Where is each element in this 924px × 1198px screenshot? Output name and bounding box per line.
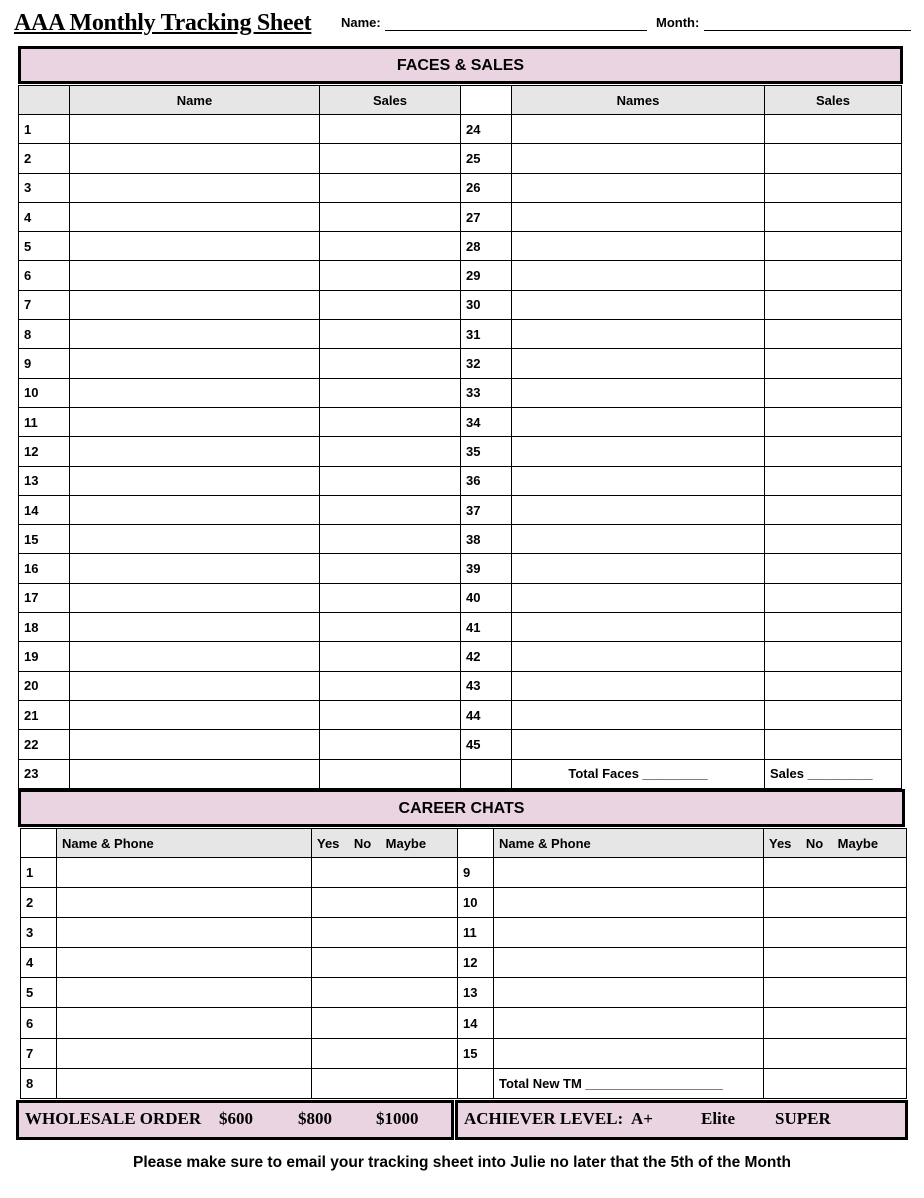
sales-cell[interactable] <box>765 349 902 378</box>
row-number: 30 <box>461 290 512 319</box>
sales-cell[interactable] <box>765 671 902 700</box>
name-cell[interactable] <box>512 232 765 261</box>
name-phone-cell[interactable] <box>494 1038 764 1068</box>
row-number: 44 <box>461 700 512 729</box>
row-number: 9 <box>19 349 70 378</box>
name-col-header: Name <box>70 86 320 115</box>
name-cell[interactable] <box>512 700 765 729</box>
sales-cell[interactable] <box>320 671 461 700</box>
name-cell[interactable] <box>70 290 320 319</box>
row-number: 23 <box>19 759 70 788</box>
yes-no-maybe-cell[interactable] <box>764 948 907 978</box>
name-phone-col-header-right: Name & Phone <box>494 829 764 858</box>
career-chats-title-bar <box>18 789 905 827</box>
career-chats-title: CAREER CHATS <box>398 800 525 817</box>
name-cell[interactable] <box>512 642 765 671</box>
table-row <box>19 495 902 524</box>
row-number: 34 <box>461 407 512 436</box>
name-cell[interactable] <box>70 759 320 788</box>
name-cell[interactable] <box>70 495 320 524</box>
name-cell[interactable] <box>70 261 320 290</box>
table-row <box>19 290 902 319</box>
name-cell[interactable] <box>512 115 765 144</box>
table-row <box>19 554 902 583</box>
row-number: 26 <box>461 173 512 202</box>
name-cell[interactable] <box>70 202 320 231</box>
table-row <box>21 858 907 888</box>
yes-no-maybe-cell[interactable] <box>764 978 907 1008</box>
yes-no-maybe-cell[interactable] <box>764 1038 907 1068</box>
name-cell[interactable] <box>512 583 765 612</box>
empty-cell <box>458 1068 494 1098</box>
row-number: 21 <box>19 700 70 729</box>
number-col-header-right <box>458 829 494 858</box>
name-phone-cell[interactable] <box>57 978 312 1008</box>
sales-cell[interactable] <box>320 407 461 436</box>
row-number: 5 <box>19 232 70 261</box>
sales-cell[interactable] <box>320 700 461 729</box>
row-number: 36 <box>461 466 512 495</box>
name-cell[interactable] <box>512 349 765 378</box>
name-cell[interactable] <box>512 290 765 319</box>
row-number: 6 <box>19 261 70 290</box>
row-number: 1 <box>21 858 57 888</box>
row-number: 38 <box>461 525 512 554</box>
row-number: 8 <box>21 1068 57 1098</box>
table-row <box>19 173 902 202</box>
row-number: 4 <box>21 948 57 978</box>
name-phone-cell[interactable] <box>57 1038 312 1068</box>
table-row <box>19 642 902 671</box>
sales-cell[interactable] <box>320 437 461 466</box>
row-number: 16 <box>19 554 70 583</box>
sales-cell[interactable] <box>765 115 902 144</box>
row-number: 1 <box>19 115 70 144</box>
sales-cell[interactable] <box>320 290 461 319</box>
row-number: 24 <box>461 115 512 144</box>
row-number: 5 <box>21 978 57 1008</box>
table-row <box>19 525 902 554</box>
name-cell[interactable] <box>70 730 320 759</box>
name-phone-cell[interactable] <box>494 918 764 948</box>
achiever-level-label: ACHIEVER LEVEL: <box>464 1109 624 1128</box>
faces-sales-table <box>18 85 902 789</box>
name-cell[interactable] <box>70 525 320 554</box>
achiever-option-elite[interactable]: Elite <box>701 1109 735 1128</box>
sales-cell[interactable] <box>765 202 902 231</box>
empty-cell[interactable] <box>764 1068 907 1098</box>
name-cell[interactable] <box>70 554 320 583</box>
sales-cell[interactable] <box>765 320 902 349</box>
table-row <box>19 759 902 788</box>
wholesale-option-600[interactable]: $600 <box>219 1109 253 1128</box>
sales-cell[interactable] <box>765 437 902 466</box>
sales-cell[interactable] <box>765 583 902 612</box>
row-number: 15 <box>19 525 70 554</box>
sales-cell[interactable] <box>765 378 902 407</box>
row-number: 27 <box>461 202 512 231</box>
month-field-line[interactable] <box>704 30 911 31</box>
table-row <box>19 378 902 407</box>
row-number: 41 <box>461 613 512 642</box>
row-number: 25 <box>461 144 512 173</box>
row-number: 13 <box>458 978 494 1008</box>
sales-cell[interactable] <box>320 525 461 554</box>
yes-no-maybe-col-header-right: Yes No Maybe <box>764 829 907 858</box>
sales-cell[interactable] <box>320 144 461 173</box>
sales-cell[interactable] <box>765 730 902 759</box>
row-number: 9 <box>458 858 494 888</box>
sales-cell[interactable] <box>765 232 902 261</box>
row-number: 2 <box>21 888 57 918</box>
yes-no-maybe-cell[interactable] <box>312 858 458 888</box>
sales-cell[interactable] <box>765 261 902 290</box>
name-cell[interactable] <box>70 378 320 407</box>
sales-cell[interactable] <box>765 466 902 495</box>
yes-no-maybe-cell[interactable] <box>312 888 458 918</box>
row-number: 39 <box>461 554 512 583</box>
sales-cell[interactable] <box>320 759 461 788</box>
name-cell[interactable] <box>512 202 765 231</box>
name-cell[interactable] <box>512 407 765 436</box>
name-cell[interactable] <box>70 466 320 495</box>
row-number: 40 <box>461 583 512 612</box>
sales-cell[interactable] <box>765 495 902 524</box>
name-cell[interactable] <box>70 115 320 144</box>
row-number: 10 <box>458 888 494 918</box>
name-cell[interactable] <box>512 144 765 173</box>
sales-cell[interactable] <box>320 583 461 612</box>
total-faces-label[interactable]: Total Faces _________ <box>512 759 765 788</box>
row-number: 20 <box>19 671 70 700</box>
sales-cell[interactable] <box>320 613 461 642</box>
name-cell[interactable] <box>512 261 765 290</box>
yes-no-maybe-col-header: Yes No Maybe <box>312 829 458 858</box>
career-chats-table <box>20 828 907 1099</box>
achiever-option-super[interactable]: SUPER <box>775 1109 831 1128</box>
row-number: 7 <box>19 290 70 319</box>
table-row <box>19 320 902 349</box>
row-number: 35 <box>461 437 512 466</box>
name-cell[interactable] <box>512 613 765 642</box>
name-cell[interactable] <box>512 173 765 202</box>
name-cell[interactable] <box>70 407 320 436</box>
name-phone-cell[interactable] <box>57 888 312 918</box>
name-cell[interactable] <box>512 378 765 407</box>
row-number: 8 <box>19 320 70 349</box>
row-number: 15 <box>458 1038 494 1068</box>
name-phone-cell[interactable] <box>57 858 312 888</box>
row-number: 12 <box>19 437 70 466</box>
row-number: 11 <box>458 918 494 948</box>
name-cell[interactable] <box>70 613 320 642</box>
row-number: 18 <box>19 613 70 642</box>
table-row <box>19 671 902 700</box>
yes-no-maybe-cell[interactable] <box>312 918 458 948</box>
name-phone-cell[interactable] <box>494 1008 764 1038</box>
name-phone-cell[interactable] <box>57 948 312 978</box>
yes-no-maybe-cell[interactable] <box>764 918 907 948</box>
row-number: 3 <box>19 173 70 202</box>
wholesale-option-800[interactable]: $800 <box>298 1109 332 1128</box>
faces-sales-header-row <box>19 86 902 115</box>
name-phone-cell[interactable] <box>494 888 764 918</box>
sales-cell[interactable] <box>320 349 461 378</box>
name-label: Name: <box>341 15 381 30</box>
row-number: 28 <box>461 232 512 261</box>
row-number: 6 <box>21 1008 57 1038</box>
name-cell[interactable] <box>512 437 765 466</box>
achiever-level-bar <box>455 1100 908 1140</box>
sheet-header <box>0 0 924 46</box>
name-cell[interactable] <box>70 437 320 466</box>
sales-cell[interactable] <box>320 261 461 290</box>
sales-cell[interactable] <box>765 144 902 173</box>
yes-no-maybe-cell[interactable] <box>764 1008 907 1038</box>
faces-sales-title: FACES & SALES <box>396 57 525 74</box>
row-number: 2 <box>19 144 70 173</box>
faces-sales-title-bar <box>18 46 903 84</box>
total-new-tm-label[interactable]: Total New TM ___________________ <box>494 1068 764 1098</box>
row-number: 45 <box>461 730 512 759</box>
name-cell[interactable] <box>512 495 765 524</box>
sales-cell[interactable] <box>765 642 902 671</box>
sheet-title: AAA Monthly Tracking Sheet <box>14 10 312 36</box>
footer-note: Please make sure to email your tracking sheet into Julie no later that the 5th of the Month <box>132 1154 792 1171</box>
name-cell[interactable] <box>70 232 320 261</box>
wholesale-option-1000[interactable]: $1000 <box>376 1109 419 1128</box>
row-number: 31 <box>461 320 512 349</box>
row-number: 14 <box>19 495 70 524</box>
sales-col-header-right: Sales <box>765 86 902 115</box>
yes-no-maybe-cell[interactable] <box>312 1008 458 1038</box>
empty-cell <box>461 759 512 788</box>
table-row <box>19 407 902 436</box>
name-phone-cell[interactable] <box>57 1068 312 1098</box>
table-row <box>21 1068 907 1098</box>
sales-cell[interactable] <box>765 554 902 583</box>
sales-cell[interactable] <box>320 495 461 524</box>
table-row <box>19 349 902 378</box>
row-number: 43 <box>461 671 512 700</box>
sales-cell[interactable] <box>320 642 461 671</box>
name-cell[interactable] <box>512 525 765 554</box>
sales-col-header: Sales <box>320 86 461 115</box>
name-cell[interactable] <box>70 700 320 729</box>
name-cell[interactable] <box>70 671 320 700</box>
table-row <box>19 613 902 642</box>
sales-cell[interactable] <box>320 202 461 231</box>
name-phone-col-header: Name & Phone <box>57 829 312 858</box>
table-row <box>19 144 902 173</box>
sales-cell[interactable] <box>765 525 902 554</box>
row-number: 33 <box>461 378 512 407</box>
table-row <box>19 202 902 231</box>
sales-cell[interactable] <box>765 700 902 729</box>
name-cell[interactable] <box>70 583 320 612</box>
table-row <box>19 115 902 144</box>
month-label: Month: <box>656 15 700 30</box>
row-number: 29 <box>461 261 512 290</box>
name-phone-cell[interactable] <box>57 918 312 948</box>
sales-cell[interactable] <box>765 613 902 642</box>
table-row <box>19 466 902 495</box>
row-number: 3 <box>21 918 57 948</box>
row-number: 4 <box>19 202 70 231</box>
table-row <box>19 583 902 612</box>
name-cell[interactable] <box>512 554 765 583</box>
yes-no-maybe-cell[interactable] <box>312 948 458 978</box>
table-row <box>21 978 907 1008</box>
row-number: 13 <box>19 466 70 495</box>
table-row <box>19 232 902 261</box>
sales-cell[interactable] <box>320 173 461 202</box>
name-phone-cell[interactable] <box>494 978 764 1008</box>
career-chats-header-row <box>21 829 907 858</box>
name-cell[interactable] <box>70 349 320 378</box>
table-row <box>19 261 902 290</box>
sales-cell[interactable] <box>320 232 461 261</box>
sales-cell[interactable] <box>320 466 461 495</box>
sales-cell[interactable] <box>765 407 902 436</box>
yes-no-maybe-cell[interactable] <box>764 858 907 888</box>
yes-no-maybe-cell[interactable] <box>312 1038 458 1068</box>
name-cell[interactable] <box>512 320 765 349</box>
sales-total-label[interactable]: Sales _________ <box>765 759 902 788</box>
sales-cell[interactable] <box>320 378 461 407</box>
row-number: 12 <box>458 948 494 978</box>
name-cell[interactable] <box>70 642 320 671</box>
sales-cell[interactable] <box>320 730 461 759</box>
name-field-line[interactable] <box>385 30 647 31</box>
row-number: 14 <box>458 1008 494 1038</box>
table-row <box>21 948 907 978</box>
sales-cell[interactable] <box>320 115 461 144</box>
table-row <box>21 1008 907 1038</box>
name-cell[interactable] <box>512 671 765 700</box>
row-number: 17 <box>19 583 70 612</box>
name-cell[interactable] <box>70 320 320 349</box>
name-cell[interactable] <box>70 173 320 202</box>
name-cell[interactable] <box>512 466 765 495</box>
table-row <box>21 888 907 918</box>
table-row <box>19 700 902 729</box>
name-phone-cell[interactable] <box>494 858 764 888</box>
row-number: 22 <box>19 730 70 759</box>
name-cell[interactable] <box>512 730 765 759</box>
row-number: 42 <box>461 642 512 671</box>
table-row <box>21 1038 907 1068</box>
name-cell[interactable] <box>70 144 320 173</box>
name-phone-cell[interactable] <box>494 948 764 978</box>
row-number: 37 <box>461 495 512 524</box>
name-phone-cell[interactable] <box>57 1008 312 1038</box>
yes-no-maybe-cell[interactable] <box>312 978 458 1008</box>
row-number: 10 <box>19 378 70 407</box>
row-number: 32 <box>461 349 512 378</box>
row-number: 19 <box>19 642 70 671</box>
yes-no-maybe-cell[interactable] <box>764 888 907 918</box>
achiever-option-a-plus[interactable]: A+ <box>631 1109 653 1128</box>
wholesale-order-label: WHOLESALE ORDER <box>25 1109 202 1128</box>
sales-cell[interactable] <box>320 320 461 349</box>
number-col-header <box>19 86 70 115</box>
names-col-header: Names <box>512 86 765 115</box>
table-row <box>19 730 902 759</box>
row-number: 7 <box>21 1038 57 1068</box>
sales-cell[interactable] <box>765 173 902 202</box>
sales-cell[interactable] <box>765 290 902 319</box>
table-row <box>21 918 907 948</box>
number-col-header <box>21 829 57 858</box>
sales-cell[interactable] <box>320 554 461 583</box>
number-col-header-right <box>461 86 512 115</box>
wholesale-order-bar <box>16 1100 454 1140</box>
table-row <box>19 437 902 466</box>
yes-no-maybe-cell[interactable] <box>312 1068 458 1098</box>
row-number: 11 <box>19 407 70 436</box>
